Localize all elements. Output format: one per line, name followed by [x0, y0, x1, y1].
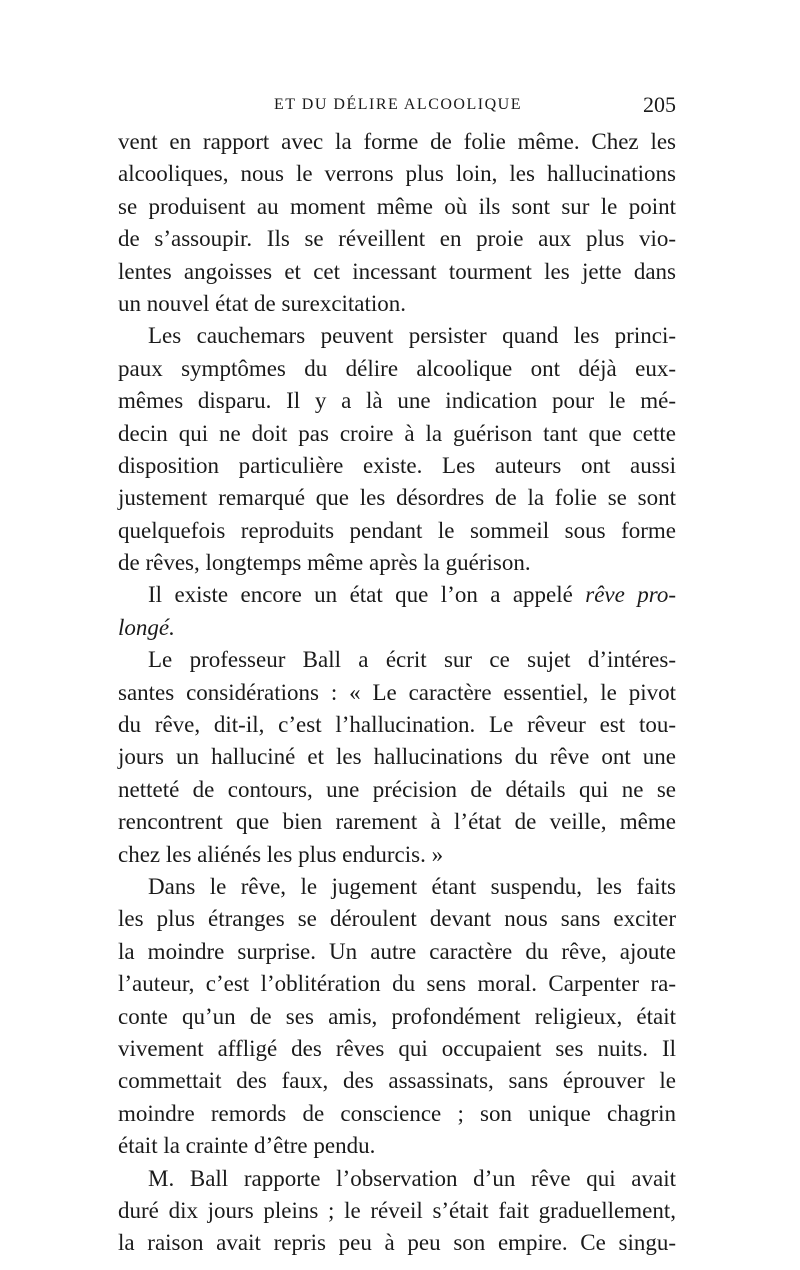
text-segment: Il existe encore un état que l’on a appelé — [148, 582, 573, 608]
text-line: justement remarqué que les désordres de la folie se sont — [118, 485, 676, 511]
running-head — [118, 92, 678, 122]
text-line: la raison avait repris peu à peu son empire. Ce singu- — [118, 1230, 676, 1256]
italic-term: rêve pro- — [585, 582, 676, 608]
text-line: rencontrent que bien rarement à l’état de veille, même — [118, 809, 676, 835]
text-line: longé. — [118, 614, 175, 640]
page-number: 205 — [643, 92, 676, 117]
text-line: quelquefois reproduits pendant le sommeil sous forme — [118, 517, 676, 543]
text-line — [118, 579, 676, 611]
text-line: commettait des faux, des assassinats, sans éprouver le — [118, 1068, 676, 1094]
text-line: mêmes disparu. Il y a là une indication pour le mé- — [118, 388, 676, 414]
text-line: la moindre surprise. Un autre caractère du rêve, ajoute — [118, 938, 676, 964]
text-line: conte qu’un de ses amis, profondément religieux, était — [118, 1003, 676, 1029]
text-line: paux symptômes du délire alcoolique ont déjà eux- — [118, 355, 676, 381]
body-text — [118, 126, 676, 1260]
text-line: disposition particulière existe. Les auteurs ont aussi — [118, 452, 676, 478]
text-line: un nouvel état de surexcitation. — [118, 290, 407, 316]
text-line: était la crainte d’être pendu. — [118, 1133, 376, 1159]
text-line: duré dix jours pleins ; le réveil s’était fait graduellement, — [118, 1197, 676, 1223]
text-line: lentes angoisses et cet incessant tourment les jette dans — [118, 258, 676, 284]
text-line: M. Ball rapporte l’observation d’un rêve qui avait — [148, 1165, 676, 1191]
text-line: decin qui ne doit pas croire à la guérison tant que cette — [118, 420, 676, 446]
text-line: de s’assoupir. Ils se réveillent en proie aux plus vio- — [118, 226, 676, 252]
text-line: l’auteur, c’est l’oblitération du sens moral. Carpenter ra- — [118, 971, 676, 997]
text-line: les plus étranges se déroulent devant nous sans exciter — [118, 906, 676, 932]
text-line: moindre remords de conscience ; son unique chagrin — [118, 1100, 676, 1126]
text-line: de rêves, longtemps même après la guérison. — [118, 550, 531, 576]
text-line: vent en rapport avec la forme de folie même. Chez les — [118, 129, 676, 154]
text-line: santes considérations : « Le caractère essentiel, le pivot — [118, 679, 676, 705]
text-line: netteté de contours, une précision de détails qui ne se — [118, 776, 676, 802]
text-line: se produisent au moment même où ils sont sur le point — [118, 193, 676, 219]
text-line: jours un halluciné et les hallucinations du rêve ont une — [118, 744, 676, 770]
text-line: vivement affligé des rêves qui occupaient ses nuits. Il — [118, 1035, 676, 1061]
text-line: du rêve, dit-il, c’est l’hallucination. Le rêveur est tou- — [118, 712, 676, 738]
text-line: alcooliques, nous le verrons plus loin, les hallucinations — [118, 161, 676, 187]
text-line: chez les aliénés les plus endurcis. » — [118, 841, 444, 867]
text-line: Dans le rêve, le jugement étant suspendu, les faits — [148, 873, 676, 899]
text-line: Le professeur Ball a écrit sur ce sujet d’intéres- — [148, 647, 676, 673]
text-line: Les cauchemars peuvent persister quand les princi- — [148, 323, 676, 349]
running-title: ET DU DÉLIRE ALCOOLIQUE — [274, 96, 522, 113]
